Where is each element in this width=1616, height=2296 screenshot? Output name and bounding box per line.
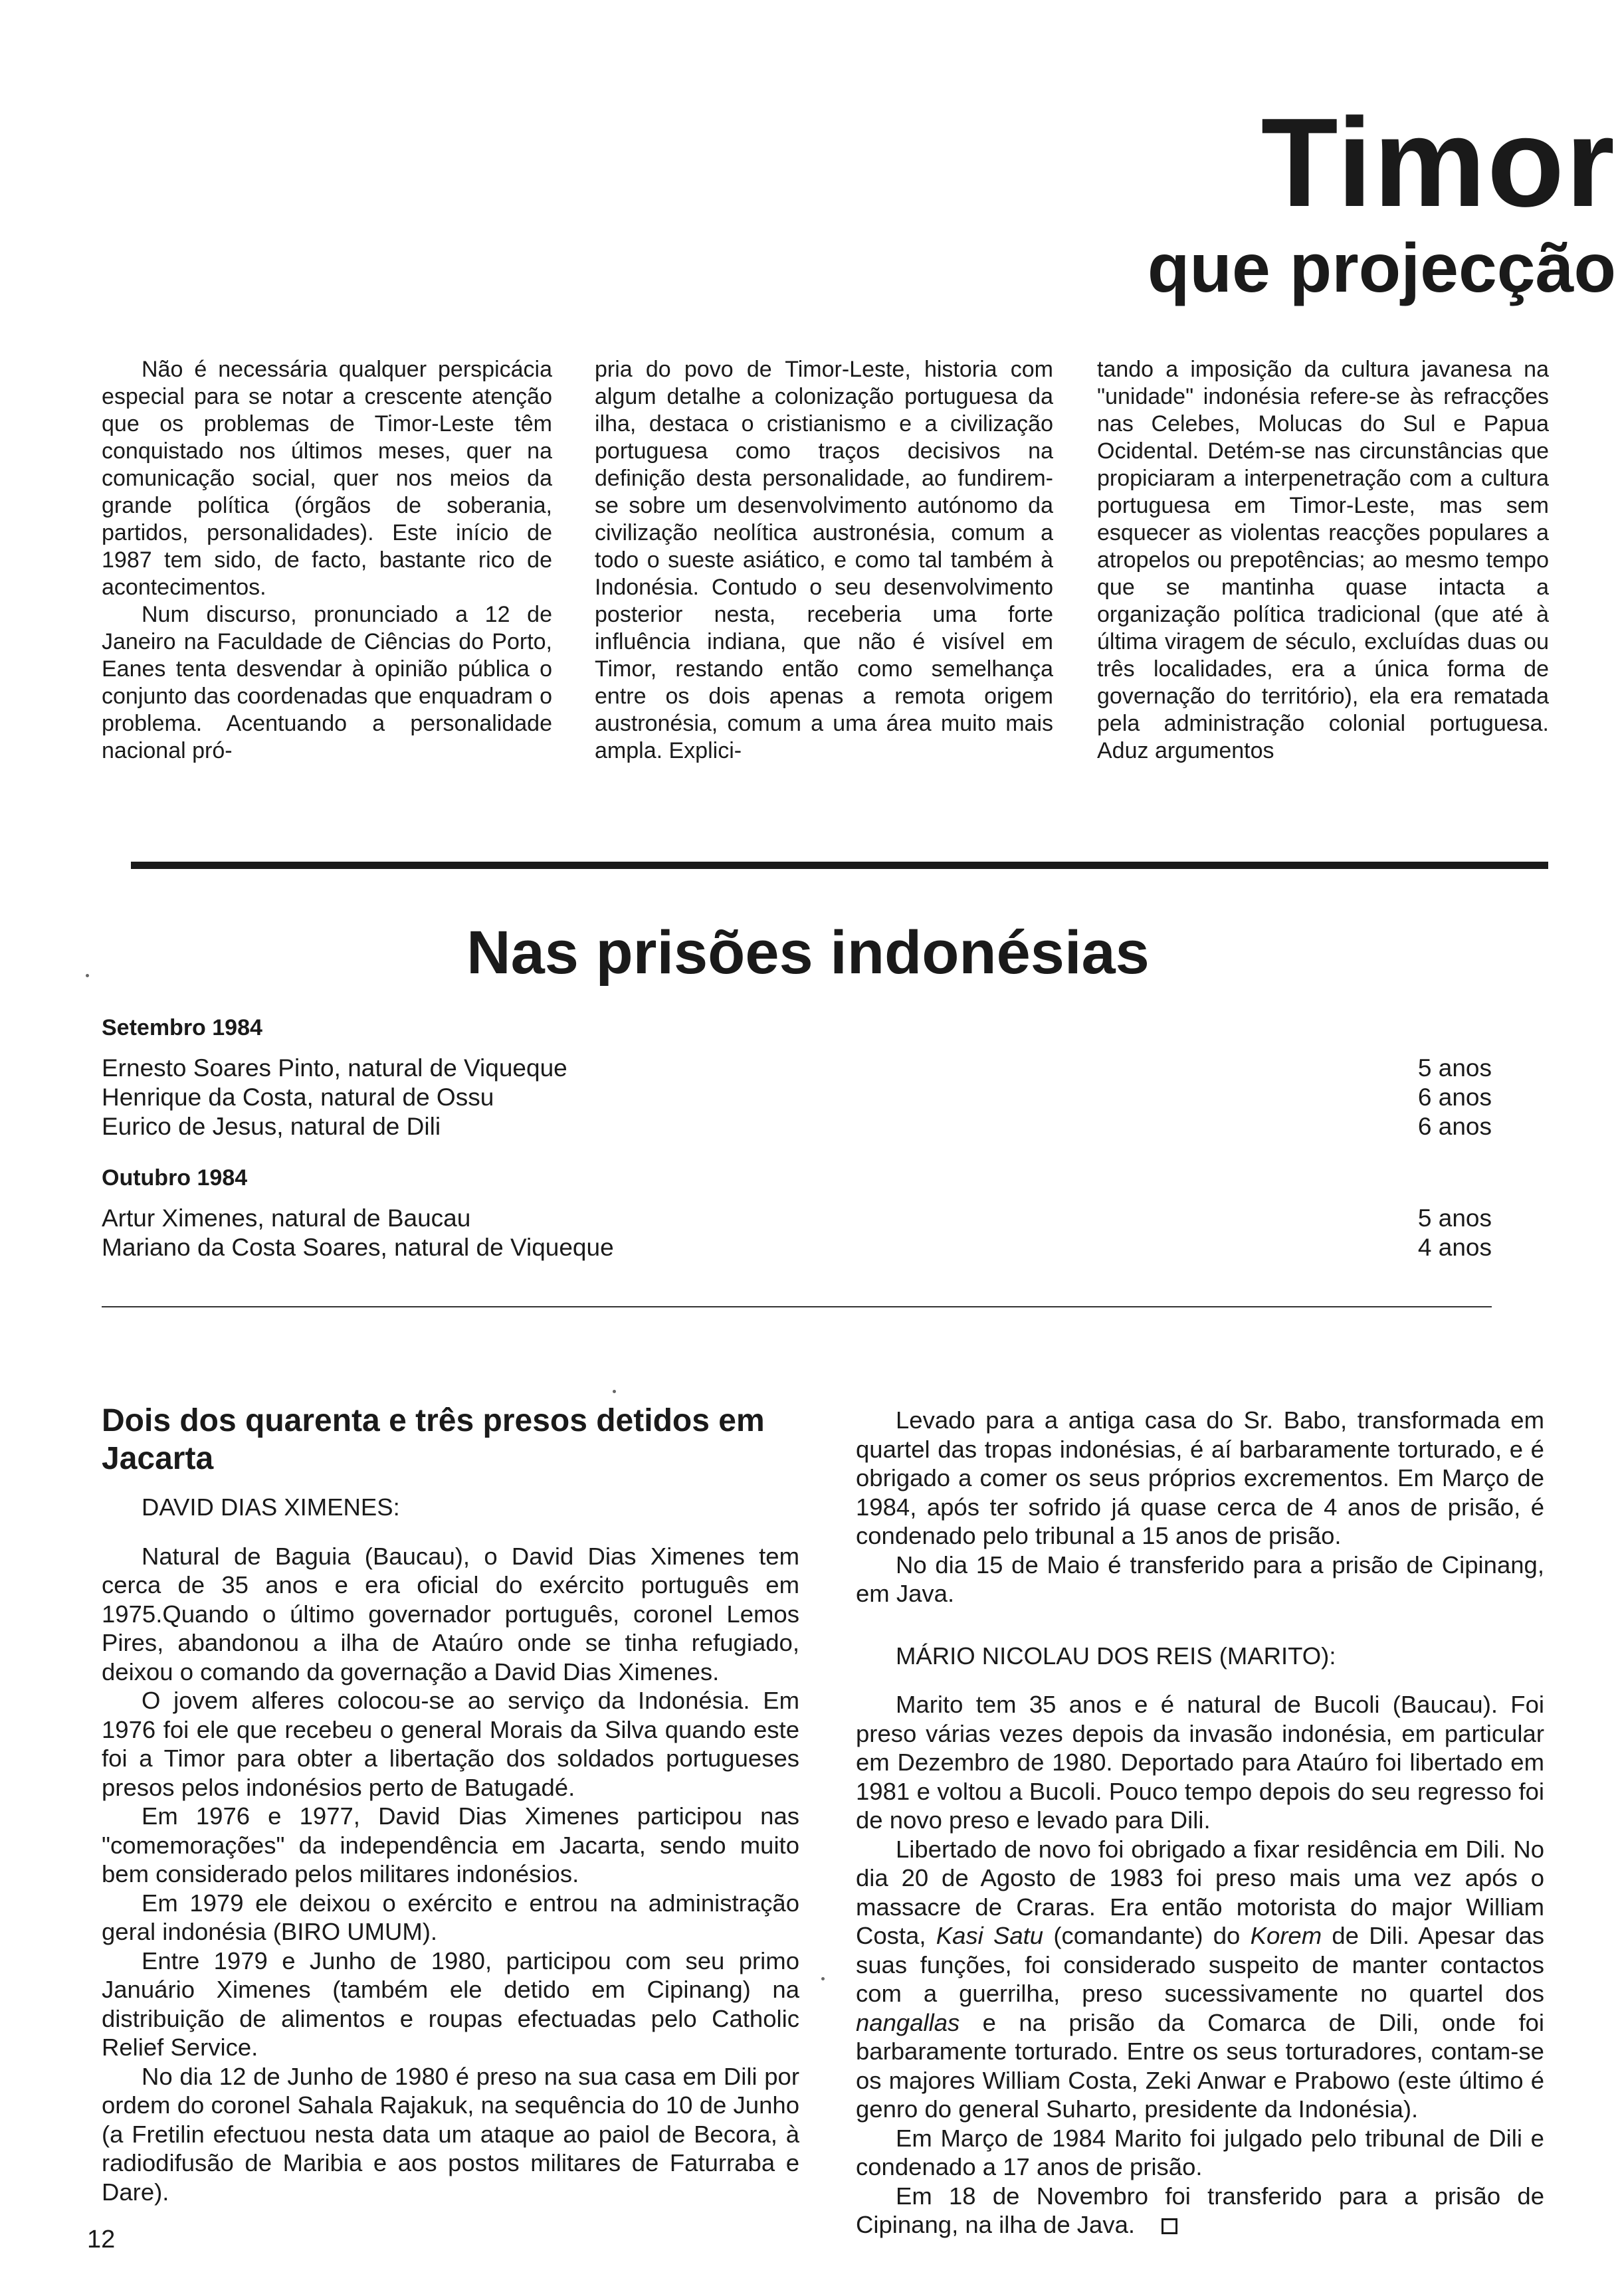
prisoner-sentence: 5 anos	[1417, 1054, 1492, 1082]
prisoes-group-label: Setembro 1984	[102, 1015, 262, 1040]
intro-column-3	[1097, 356, 1549, 765]
section-heading: DAVID DIAS XIMENES:	[142, 1493, 400, 1521]
intro-column-1	[102, 356, 552, 765]
article-left-column	[102, 1493, 799, 2206]
prisoner-row	[102, 1083, 1492, 1112]
article-paragraph: Entre 1979 e Junho de 1980, participou com seu primo Januário Ximenes (também ele detido em Cipinang) na distribuição de alimentos e roupas efectuadas pelo Catholic Relief Service.	[102, 1947, 799, 2061]
text-run: de Dili. Apesar das suas funções, foi considerado suspeito de manter contactos com a guerrilha, preso sucessivamente no quartel dos	[856, 1922, 1544, 2007]
text-run: (comandante) do	[1043, 1922, 1251, 1949]
prisoner-row	[102, 1112, 1492, 1141]
article-paragraph: No dia 12 de Junho de 1980 é preso na sua casa em Dili por ordem do coronel Sahala Rajakuk, na sequência do 10 de Junho (a Fretilin efectuou nesta data um ataque ao paiol de Becora, à radiodifusão de Maribia e aos postos militares de Faturraba e Dare).	[102, 2062, 799, 2206]
prisoner-sentence: 4 anos	[1417, 1234, 1492, 1261]
intro-paragraph: Não é necessária qualquer perspicácia especial para se notar a crescente atenção que os problemas de Timor-Leste têm conquistado nos últimos meses, quer na comunicação social, quer nos meios da grande política (órgãos de soberania, partidos, personalidades). Este início de 1987 tem sido, de facto, bastante rico de acontecimentos.	[102, 357, 552, 600]
prisoner-name: Ernesto Soares Pinto, natural de Viqueque	[102, 1054, 567, 1082]
page-subtitle: que projecção	[1147, 230, 1616, 307]
text-run: Libertado de novo foi obrigado a fixar residência em Dili. No dia 20 de Agosto de 1983 foi preso mais uma vez após o massacre de Craras. Era então motorista do major William Costa,	[856, 1835, 1544, 1949]
article-paragraph	[856, 2182, 1544, 2240]
page-number: 12	[87, 2226, 116, 2253]
prisoner-row	[102, 1204, 1492, 1233]
prisoner-row	[102, 1233, 1492, 1262]
article-paragraph: Marito tem 35 anos e é natural de Bucoli (Baucau). Foi preso várias vezes depois da invasão indonésia, em particular em Dezembro de 1980. Deportado para Ataúro foi libertado em 1981 e voltou a Bucoli. Pouco tempo depois do seu regresso foi de novo preso e levado para Dili.	[856, 1691, 1544, 1834]
article-paragraph: O jovem alferes colocou-se ao serviço da Indonésia. Em 1976 foi ele que recebeu o general Morais da Silva quando este foi a Timor para obter a libertação dos soldados portugueses presos pelos indonésios perto de Batugadé.	[102, 1687, 799, 1801]
text-run: e na prisão da Comarca de Dili, onde foi barbaramente torturado. Entre os seus torturadores, contam-se os majores William Costa, Zeki Anwar e Prabowo (este último é genro do general Suharto, presidente da Indonésia).	[856, 2008, 1544, 2123]
print-speck	[86, 974, 89, 977]
prisoes-group-label: Outubro 1984	[102, 1165, 248, 1191]
article-paragraph: Em 1976 e 1977, David Dias Ximenes participou nas "comemorações" da independência em Jacarta, sendo muito bem considerado pelos militares indonésios.	[102, 1802, 799, 1887]
italic-term: Kasi Satu	[936, 1922, 1044, 1949]
prisoner-name: Eurico de Jesus, natural de Dili	[102, 1113, 441, 1140]
section-divider-thin	[102, 1306, 1492, 1307]
intro-column-2	[595, 356, 1053, 765]
section-divider-thick	[131, 862, 1548, 869]
article-paragraph: Natural de Baguia (Baucau), o David Dias Ximenes tem cerca de 35 anos e era oficial do exército português em 1975.Quando o último governador português, coronel Lemos Pires, abandonou a ilha de Ataúro onde se tinha refugiado, deixou o comando da governação a David Dias Ximenes.	[102, 1542, 799, 1685]
print-speck	[821, 1977, 825, 1980]
prisoner-name: Mariano da Costa Soares, natural de Viqueque	[102, 1234, 614, 1261]
italic-term: nangallas	[856, 2008, 960, 2036]
text-run: Em 18 de Novembro foi transferido para a prisão de Cipinang, na ilha de Java.	[856, 2182, 1544, 2238]
prisoner-sentence: 6 anos	[1417, 1113, 1492, 1140]
prisoner-sentence: 5 anos	[1417, 1204, 1492, 1232]
section-heading: MÁRIO NICOLAU DOS REIS (MARITO):	[896, 1642, 1336, 1670]
print-speck	[613, 1390, 616, 1393]
italic-term: Korem	[1250, 1922, 1322, 1949]
prisoner-sentence: 6 anos	[1417, 1084, 1492, 1111]
article-paragraph: Em Março de 1984 Marito foi julgado pelo tribunal de Dili e condenado a 17 anos de prisão.	[856, 2124, 1544, 2180]
intro-paragraph: tando a imposição da cultura javanesa na "unidade" indonésia refere-se às refracções nas Celebes, Molucas do Sul e Papua Ocidental. Detém-se nas circunstâncias que propiciaram a interpenetração com a cultura portuguesa em Timor-Leste, mas sem esquecer as violentas reacções populares a atropelos ou prepotências; ao mesmo tempo que se mantinha quase intacta a organização política tradicional (que até à última viragem de século, excluídas duas ou três localidades, era a única forma de governação do território), ela era rematada pela administração colonial portuguesa. Aduz argumentos	[1097, 357, 1549, 763]
end-of-article-mark	[1162, 2218, 1177, 2234]
article-right-column	[856, 1406, 1544, 2240]
article-paragraph: Em 1979 ele deixou o exército e entrou na administração geral indonésia (BIRO UMUM).	[102, 1889, 799, 1945]
prisoner-name: Henrique da Costa, natural de Ossu	[102, 1084, 494, 1111]
intro-paragraph: Num discurso, pronunciado a 12 de Janeiro na Faculdade de Ciências do Porto, Eanes tenta desvendar à opinião pública o conjunto das coordenadas que enquadram o problema. Acentuando a personalidade nacional pró-	[102, 602, 552, 763]
prisoes-title: Nas prisões indonésias	[466, 919, 1150, 987]
article-paragraph: No dia 15 de Maio é transferido para a prisão de Cipinang, em Java.	[856, 1551, 1544, 1607]
prisoner-name: Artur Ximenes, natural de Baucau	[102, 1204, 471, 1232]
article-paragraph: Levado para a antiga casa do Sr. Babo, transformada em quartel das tropas indonésias, é aí barbaramente torturado, e é obrigado a comer os seus próprios excrementos. Em Março de 1984, após ter sofrido já quase cerca de 4 anos de prisão, é condenado pelo tribunal a 15 anos de prisão.	[856, 1406, 1544, 1549]
intro-paragraph: pria do povo de Timor-Leste, historia com algum detalhe a colonização portuguesa da ilha, destaca o cristianismo e a civilização portuguesa como traços decisivos na definição desta personalidade, ao fundirem-se sobre um desenvolvimento autónomo da civilização neolítica austronésia, comum a todo o sueste asiático, e como tal também à Indonésia. Contudo o seu desenvolvimento posterior nesta, receberia uma forte influência indiana, que não é visível em Timor, restando então como semelhança entre os dois apenas a remota origem austronésia, comum a uma área muito mais ampla. Explici-	[595, 357, 1053, 763]
prisoner-row	[102, 1054, 1492, 1083]
page-title: Timor	[1261, 92, 1616, 233]
article-title: Dois dos quarenta e três presos detidos em Jacarta	[102, 1403, 765, 1476]
article-paragraph	[856, 1835, 1544, 2124]
